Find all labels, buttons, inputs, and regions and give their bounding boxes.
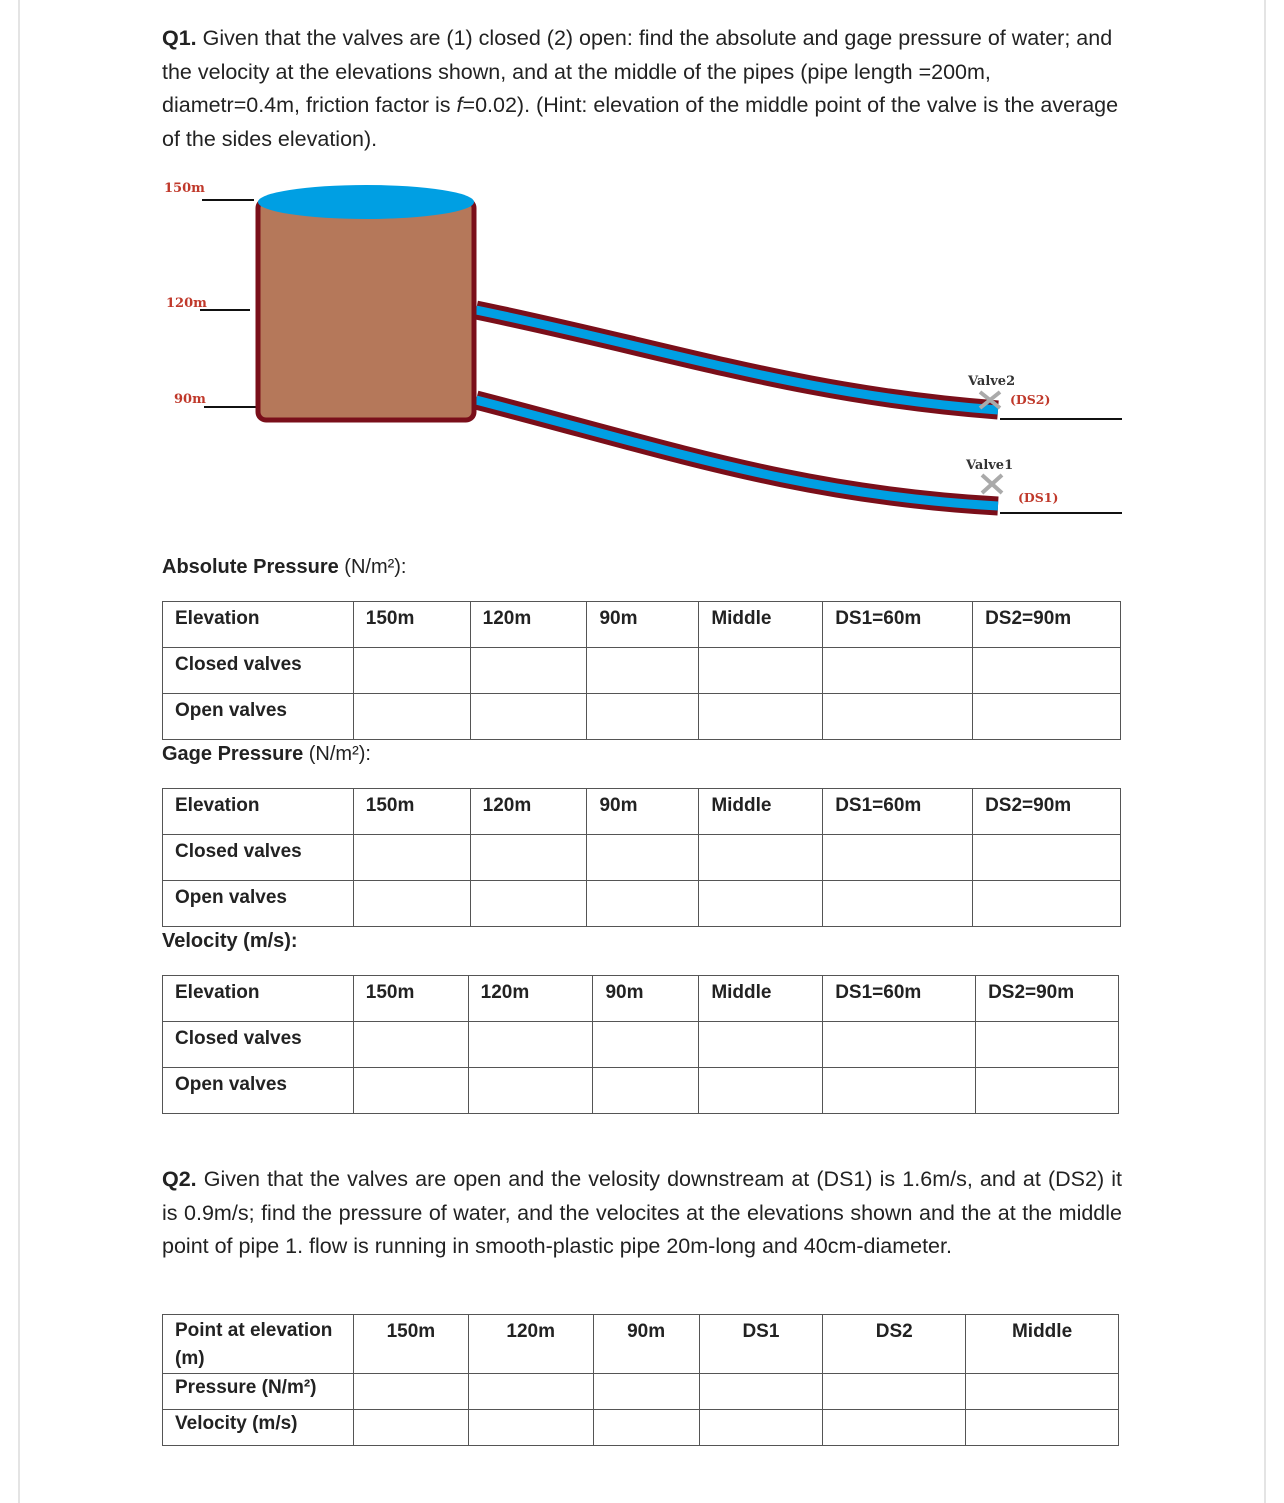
answer-cell[interactable] (587, 694, 699, 740)
answer-cell[interactable] (593, 1068, 699, 1114)
header-cell: 150m (386, 1321, 436, 1342)
answer-cell[interactable] (823, 1068, 976, 1114)
answer-cell[interactable] (593, 1410, 699, 1446)
header-cell: 150m (365, 982, 415, 1003)
answer-cell[interactable] (699, 1374, 823, 1410)
header-cell: 120m (480, 982, 530, 1003)
answer-cell[interactable] (976, 1068, 1119, 1114)
row-label: Velocity (m/s) (175, 1413, 298, 1434)
valve2-ds-label: (DS2) (1010, 392, 1051, 407)
header-cell: Middle (1011, 1321, 1073, 1342)
row-label: Pressure (N/m²) (175, 1377, 317, 1398)
answer-cell[interactable] (468, 1022, 593, 1068)
answer-cell[interactable] (966, 1374, 1119, 1410)
gage-pressure-title: Gage Pressure (N/m²): (162, 743, 371, 765)
velocity-table (162, 975, 1119, 1114)
answer-cell[interactable] (353, 1410, 468, 1446)
answer-cell[interactable] (353, 881, 470, 927)
table-header-row (163, 1315, 1119, 1374)
header-cell: DS2=90m (985, 795, 1072, 816)
q1-text-end: =0.02). (Hint: elevation of the middle point of the valve is the average of the sides elevation). (162, 93, 1119, 151)
answer-cell[interactable] (470, 881, 587, 927)
answer-cell[interactable] (699, 694, 823, 740)
answer-cell[interactable] (468, 1374, 593, 1410)
answer-cell[interactable] (699, 648, 823, 694)
valve1-label: Valve1 (966, 458, 1014, 473)
table-header-row (163, 789, 1121, 835)
header-cell: Middle (711, 608, 772, 629)
pipe-1 (476, 400, 998, 506)
header-cell: Middle (711, 795, 772, 816)
answer-cell[interactable] (470, 835, 587, 881)
q1-f-symbol: f (456, 93, 463, 117)
answer-cell[interactable] (468, 1410, 593, 1446)
answer-cell[interactable] (823, 1410, 966, 1446)
table-row (163, 881, 1121, 927)
header-cell: DS2 (875, 1321, 913, 1342)
q1-text: Given that the valves are (1) closed (2) open: find the absolute and gage pressure of water; and the velocity at the elevations shown, and at the middle of the pipes (pipe length =200m, diametr=0.4m, friction factor is (162, 26, 1113, 117)
header-cell: 120m (506, 1321, 556, 1342)
header-cell: DS2=90m (988, 982, 1075, 1003)
answer-cell[interactable] (587, 648, 699, 694)
q1-paragraph (162, 22, 1122, 156)
header-cell: 90m (627, 1321, 666, 1342)
answer-cell[interactable] (973, 694, 1121, 740)
elevation-label-150: 150m (164, 181, 205, 196)
row-label: Open valves (175, 887, 287, 908)
header-cell: DS1 (742, 1321, 780, 1342)
tank-pipe-diagram (150, 170, 1140, 540)
answer-cell[interactable] (823, 648, 973, 694)
answer-cell[interactable] (699, 1022, 823, 1068)
header-cell: DS1=60m (835, 982, 922, 1003)
answer-cell[interactable] (353, 694, 470, 740)
answer-cell[interactable] (593, 1022, 699, 1068)
q2-paragraph (162, 1163, 1122, 1264)
answer-cell[interactable] (353, 1068, 468, 1114)
answer-cell[interactable] (699, 835, 823, 881)
answer-cell[interactable] (699, 1068, 823, 1114)
q2-table (162, 1314, 1119, 1446)
table-header-row (163, 976, 1119, 1022)
header-cell: 90m (599, 795, 638, 816)
row-label: Open valves (175, 1074, 287, 1095)
answer-cell[interactable] (973, 648, 1121, 694)
answer-cell[interactable] (823, 835, 973, 881)
answer-cell[interactable] (468, 1068, 593, 1114)
header-cell: 120m (482, 795, 532, 816)
answer-cell[interactable] (353, 648, 470, 694)
answer-cell[interactable] (966, 1410, 1119, 1446)
answer-cell[interactable] (699, 881, 823, 927)
header-cell: Elevation (175, 795, 260, 816)
header-cell: 90m (605, 982, 644, 1003)
table-row (163, 1374, 1119, 1410)
table-row (163, 835, 1121, 881)
header-cell: 90m (599, 608, 638, 629)
header-cell: 150m (365, 795, 415, 816)
answer-cell[interactable] (823, 694, 973, 740)
q1-label: Q1. (162, 26, 197, 50)
answer-cell[interactable] (470, 648, 587, 694)
row-label: Closed valves (175, 654, 302, 675)
answer-cell[interactable] (823, 1374, 966, 1410)
row-label: Open valves (175, 700, 287, 721)
q2-label: Q2. (162, 1167, 197, 1191)
table-row (163, 694, 1121, 740)
absolute-pressure-title: Absolute Pressure (N/m²): (162, 556, 407, 578)
pipe-2 (476, 310, 998, 410)
answer-cell[interactable] (976, 1022, 1119, 1068)
table-row (163, 1022, 1119, 1068)
header-cell: DS1=60m (835, 795, 922, 816)
answer-cell[interactable] (353, 835, 470, 881)
answer-cell[interactable] (699, 1410, 823, 1446)
answer-cell[interactable] (823, 1022, 976, 1068)
header-cell: 150m (365, 608, 415, 629)
q2-text: Given that the valves are open and the velosity downstream at (DS1) is 1.6m/s, and at (DS2) it is 0.9m/s; find the pressure of water, and the velocites at the elevations shown and the at the middle point of pipe 1. flow is running in smooth-plastic pipe 20m-long and 40cm-diameter. (162, 1167, 1122, 1258)
header-cell: 120m (482, 608, 532, 629)
page-edge-right (1264, 0, 1266, 1503)
table-row (163, 1068, 1119, 1114)
answer-cell[interactable] (593, 1374, 699, 1410)
elevation-label-120: 120m (166, 296, 207, 311)
valve1-icon (982, 475, 1002, 493)
valve1-ds-label: (DS1) (1018, 490, 1059, 505)
row-label: Closed valves (175, 841, 302, 862)
table-row (163, 648, 1121, 694)
answer-cell[interactable] (973, 835, 1121, 881)
answer-cell[interactable] (353, 1022, 468, 1068)
answer-cell[interactable] (587, 835, 699, 881)
table-row (163, 1410, 1119, 1446)
row-label: Closed valves (175, 1028, 302, 1049)
header-cell: Elevation (175, 608, 260, 629)
absolute-pressure-table (162, 601, 1121, 740)
valve2-label: Valve2 (968, 374, 1016, 389)
answer-cell[interactable] (587, 881, 699, 927)
answer-cell[interactable] (353, 1374, 468, 1410)
tank-water-surface (258, 185, 474, 219)
tank (258, 200, 474, 420)
table-header-row (163, 602, 1121, 648)
header-cell: Point at elevation (m) (175, 1320, 333, 1369)
answer-cell[interactable] (470, 694, 587, 740)
velocity-title: Velocity (m/s): (162, 930, 298, 952)
answer-cell[interactable] (823, 881, 973, 927)
header-cell: DS2=90m (985, 608, 1072, 629)
header-cell: Middle (711, 982, 772, 1003)
header-cell: Elevation (175, 982, 260, 1003)
answer-cell[interactable] (973, 881, 1121, 927)
elevation-label-90: 90m (174, 392, 206, 407)
gage-pressure-table (162, 788, 1121, 927)
page-edge-left (18, 0, 20, 1503)
header-cell: DS1=60m (835, 608, 922, 629)
